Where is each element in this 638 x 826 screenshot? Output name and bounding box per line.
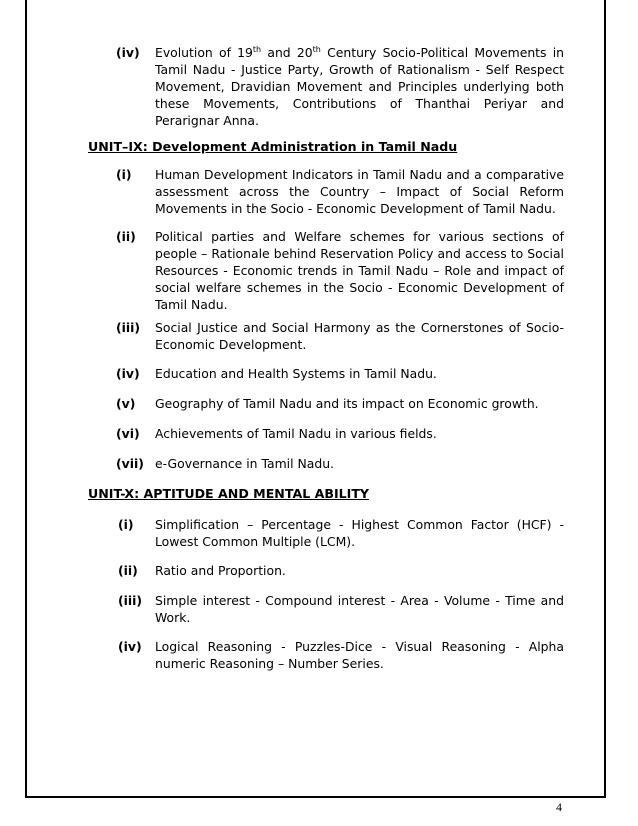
item-text: Simple interest - Compound interest - Area - Volume - Time and Work. bbox=[155, 593, 564, 625]
item-text: Ratio and Proportion. bbox=[155, 563, 286, 578]
item-text: Human Development Indicators in Tamil Nadu and a comparative assessment across the Country – Impact of Social Reform Movements in the Socio - Economic Development of Tamil Nadu. bbox=[155, 167, 564, 216]
item-number: (vii) bbox=[116, 456, 144, 471]
unit9-heading: UNIT–IX: Development Administration in Tamil Nadu bbox=[88, 139, 458, 154]
item-text: Achievements of Tamil Nadu in various fields. bbox=[155, 426, 437, 441]
item-text: Logical Reasoning - Puzzles-Dice - Visual Reasoning - Alpha numeric Reasoning – Number Series. bbox=[155, 639, 564, 671]
item-number: (ii) bbox=[116, 229, 136, 244]
unit10-item-iv bbox=[118, 638, 564, 672]
unit9-item-vi bbox=[118, 425, 564, 442]
unit9-item-v bbox=[118, 395, 564, 412]
unit10-item-i bbox=[118, 516, 564, 550]
item-text: Political parties and Welfare schemes for various sections of people – Rationale behind Reservation Policy and access to Social Resources - Economic trends in Tamil Nadu – Role and impact of social welfare schemes in the Socio - Economic Development of Tamil Nadu. bbox=[155, 229, 564, 312]
item-number: (ii) bbox=[118, 563, 138, 578]
item-text: Social Justice and Social Harmony as the Cornerstones of Socio-Economic Development. bbox=[155, 320, 564, 352]
item-number: (i) bbox=[116, 167, 132, 182]
item-number: (iv) bbox=[116, 45, 140, 60]
item-number: (iv) bbox=[118, 639, 142, 654]
unit10-item-ii bbox=[118, 562, 564, 579]
item-text: Evolution of 19th and 20th Century Socio-Political Movements in Tamil Nadu - Justice Party, Growth of Rationalism - Self Respect Movement, Dravidian Movement and Principles underlying both these Movements, Contributions of Thanthai Periyar and Perarignar Anna. bbox=[155, 44, 565, 128]
unit9-item-ii bbox=[118, 228, 564, 313]
unit10-item-iii bbox=[118, 592, 564, 626]
item-number: (vi) bbox=[116, 426, 140, 441]
item-number: (v) bbox=[116, 396, 136, 411]
unit10-heading: UNIT-X: APTITUDE AND MENTAL ABILITY bbox=[88, 486, 370, 501]
unit8-item-iv bbox=[118, 44, 564, 129]
item-number: (iii) bbox=[116, 320, 141, 335]
unit9-item-iii bbox=[118, 319, 564, 353]
item-text: Simplification – Percentage - Highest Common Factor (HCF) - Lowest Common Multiple (LCM). bbox=[155, 517, 564, 549]
item-number: (iv) bbox=[116, 366, 140, 381]
unit9-item-iv bbox=[118, 365, 564, 382]
item-text: Education and Health Systems in Tamil Nadu. bbox=[155, 366, 437, 381]
item-number: (i) bbox=[118, 517, 134, 532]
item-text: e-Governance in Tamil Nadu. bbox=[155, 456, 334, 471]
unit9-item-i bbox=[118, 166, 564, 217]
page-number: 4 bbox=[556, 800, 562, 814]
unit9-item-vii bbox=[118, 455, 564, 472]
item-number: (iii) bbox=[118, 593, 143, 608]
item-text: Geography of Tamil Nadu and its impact on Economic growth. bbox=[155, 396, 539, 411]
